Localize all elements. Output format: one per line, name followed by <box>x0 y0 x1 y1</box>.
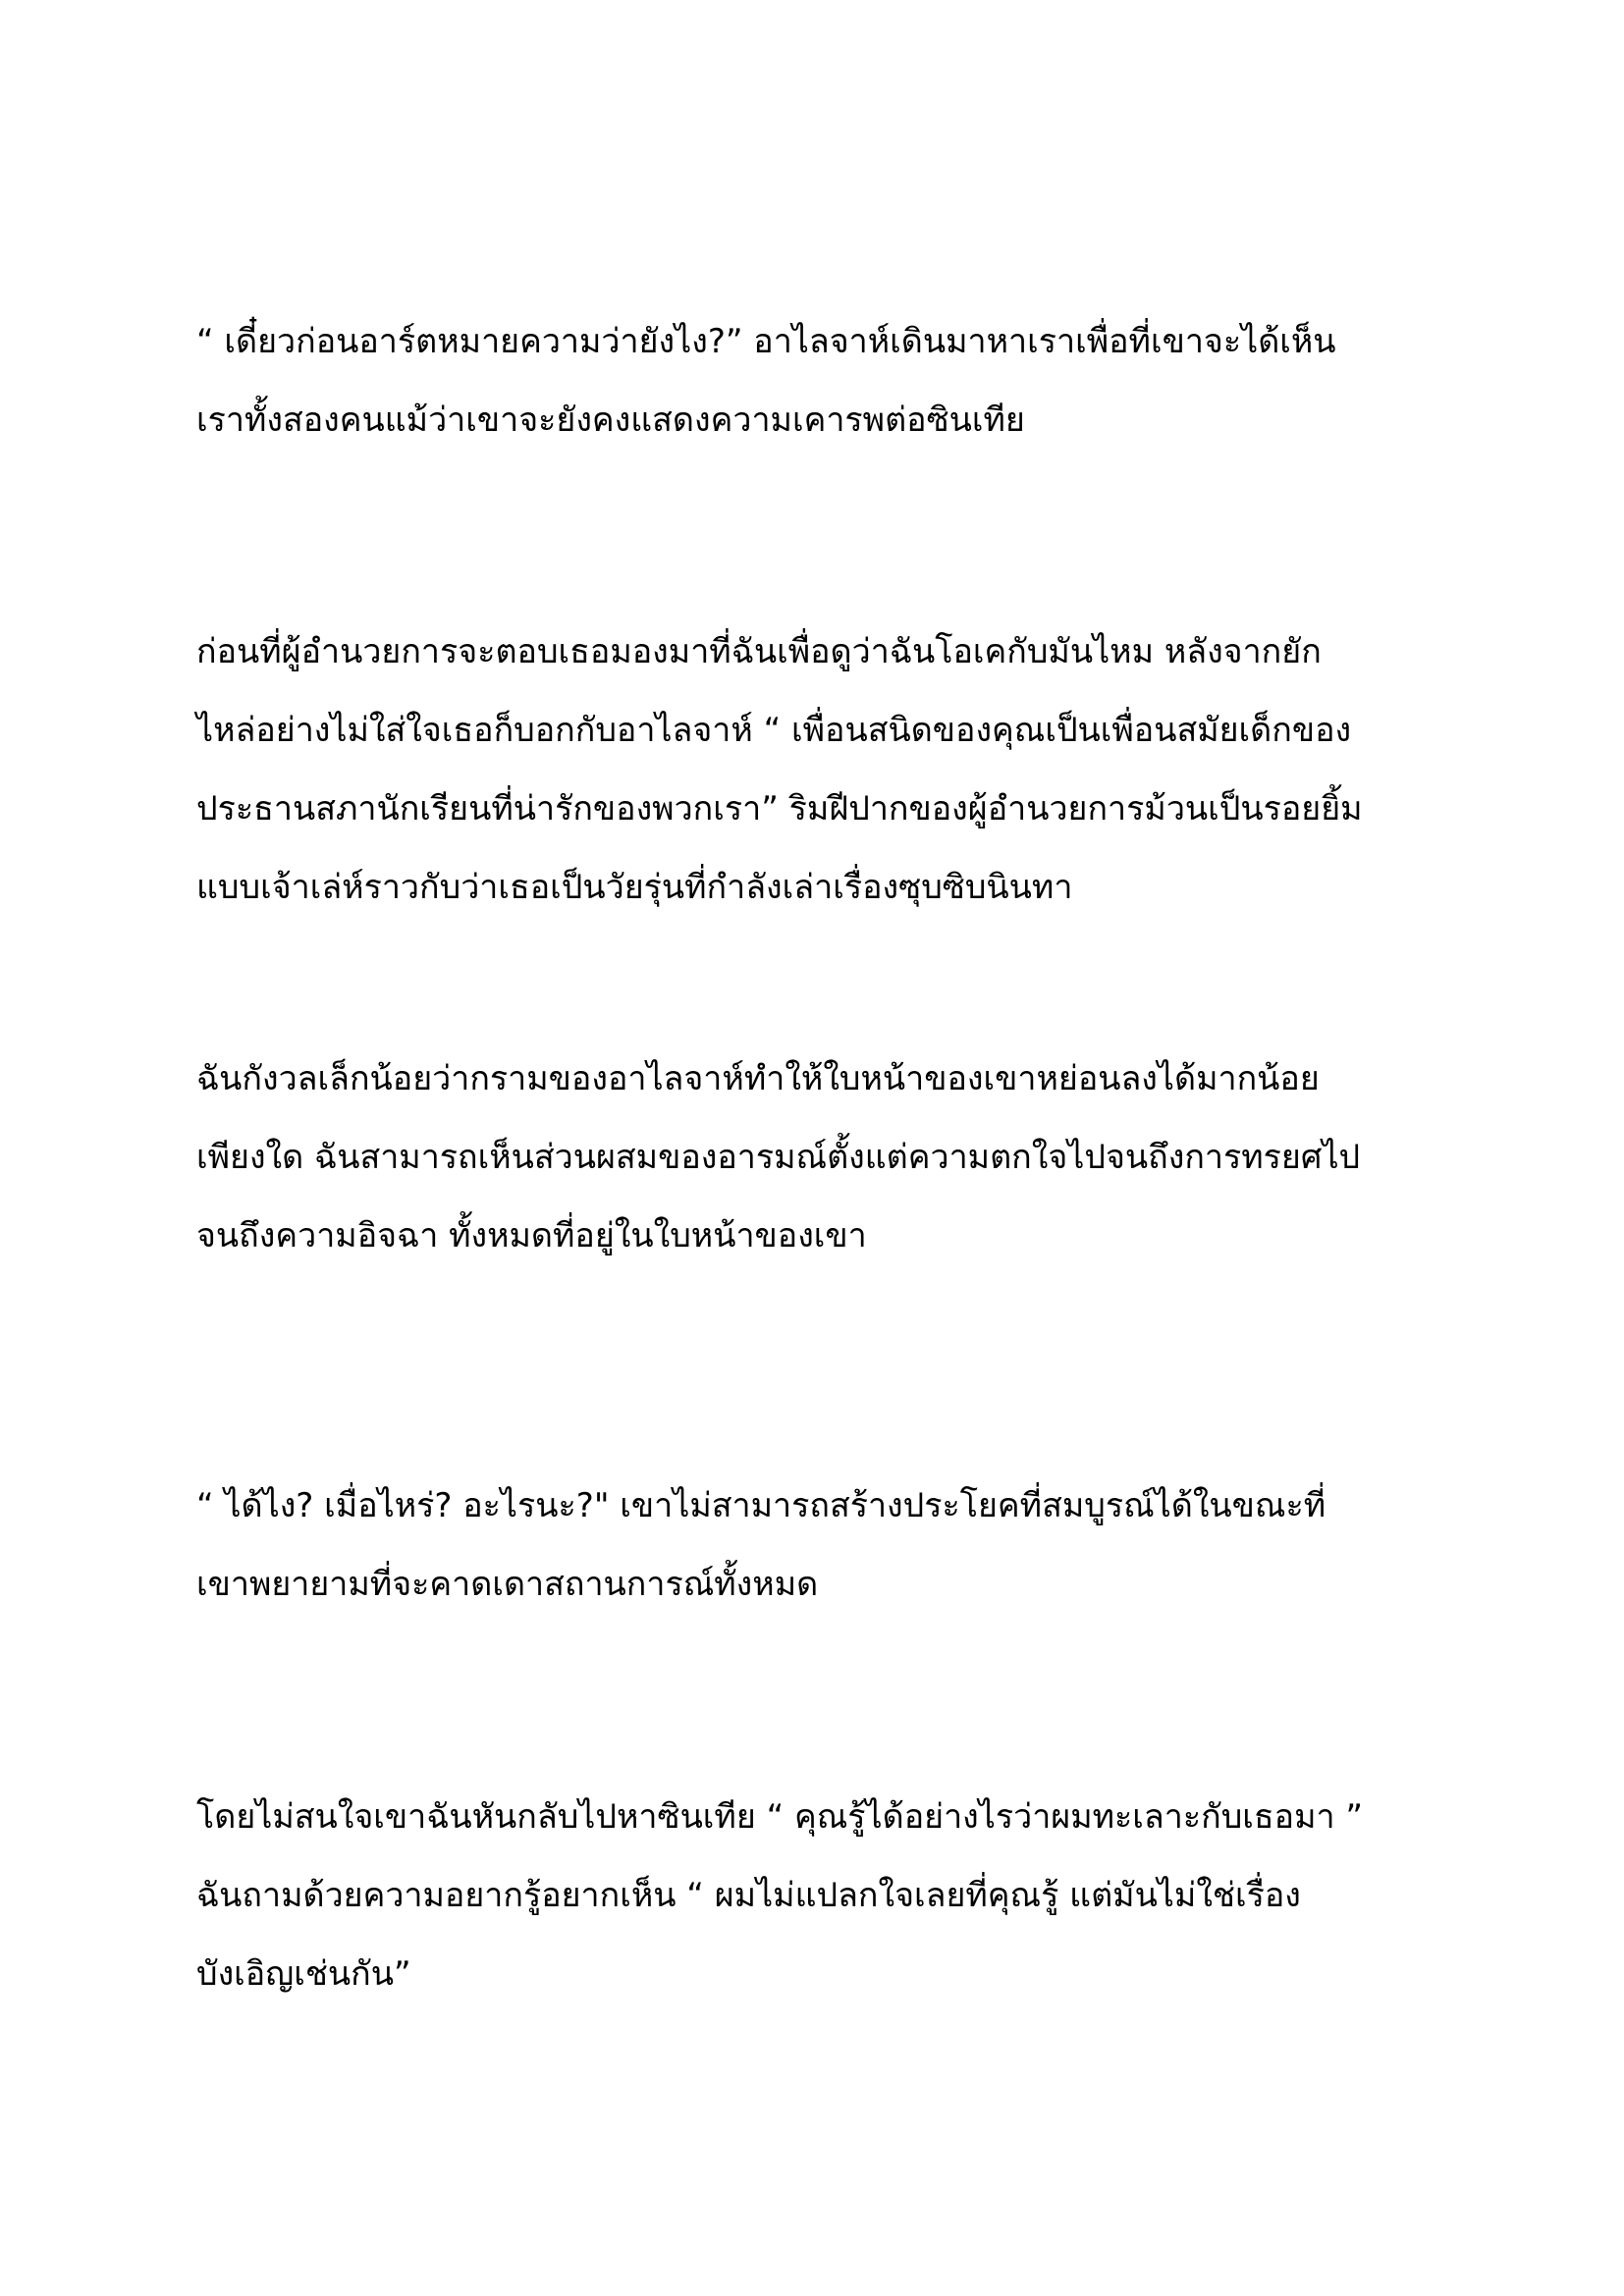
paragraph-line: บังเอิญเช่นกัน” <box>196 1954 411 1994</box>
paragraph-line: “ ได้ไง? เมื่อไหร่? อะไรนะ?" เขาไม่สามารถสร้างประโยคที่สมบูรณ์ได้ในขณะที่ <box>196 1486 1326 1525</box>
paragraph-line: เพียงใด ฉันสามารถเห็นส่วนผสมของอารมณ์ตั้งแต่ความตกใจไปจนถึงการทรยศไป <box>196 1138 1361 1177</box>
paragraph-line: เราทั้งสองคนแม้ว่าเขาจะยังคงแสดงความเคารพต่อซินเทีย <box>196 400 1025 440</box>
paragraph-line: ก่อนที่ผู้อำนวยการจะตอบเธอมองมาที่ฉันเพื่อดูว่าฉันโอเคกับมันไหม หลังจากยัก <box>196 632 1322 671</box>
paragraph-line: ฉันกังวลเล็กน้อยว่ากรามของอาไลจาห์ทำให้ใบหน้าของเขาหย่อนลงได้มากน้อย <box>196 1059 1320 1098</box>
paragraph-line: ประธานสภานักเรียนที่น่ารักของพวกเรา” ริมฝีปากของผู้อำนวยการม้วนเป็นรอยยิ้ม <box>196 789 1363 828</box>
paragraph-4 <box>196 1467 1473 1624</box>
paragraph-5 <box>196 1778 1473 2013</box>
paragraph-line: เขาพยายามที่จะคาดเดาสถานการณ์ทั้งหมด <box>196 1565 819 1604</box>
paragraph-line: ฉันถามด้วยความอยากรู้อยากเห็น “ ผมไม่แปลกใจเลยที่คุณรู้ แต่มันไม่ใช่เรื่อง <box>196 1876 1301 1915</box>
paragraph-line: แบบเจ้าเล่ห์ราวกับว่าเธอเป็นวัยรุ่นที่กำลังเล่าเรื่องซุบซิบนินทา <box>196 868 1073 907</box>
paragraph-1 <box>196 302 1473 459</box>
paragraph-line: โดยไม่สนใจเขาฉันหันกลับไปหาซินเทีย “ คุณรู้ได้อย่างไรว่าผมทะเลาะกับเธอมา ” <box>196 1797 1364 1837</box>
paragraph-line: “ เดี๋ยวก่อนอาร์ตหมายความว่ายังไง?” อาไลจาห์เดินมาหาเราเพื่อที่เขาจะได้เห็น <box>196 322 1336 361</box>
paragraph-line: ไหล่อย่างไม่ใส่ใจเธอก็บอกกับอาไลจาห์ “ เพื่อนสนิดของคุณเป็นเพื่อนสมัยเด็กของ <box>196 711 1352 750</box>
paragraph-line: จนถึงความอิจฉา ทั้งหมดที่อยู่ในใบหน้าของเขา <box>196 1216 867 1255</box>
paragraph-3 <box>196 1040 1473 1275</box>
paragraph-2 <box>196 613 1473 927</box>
